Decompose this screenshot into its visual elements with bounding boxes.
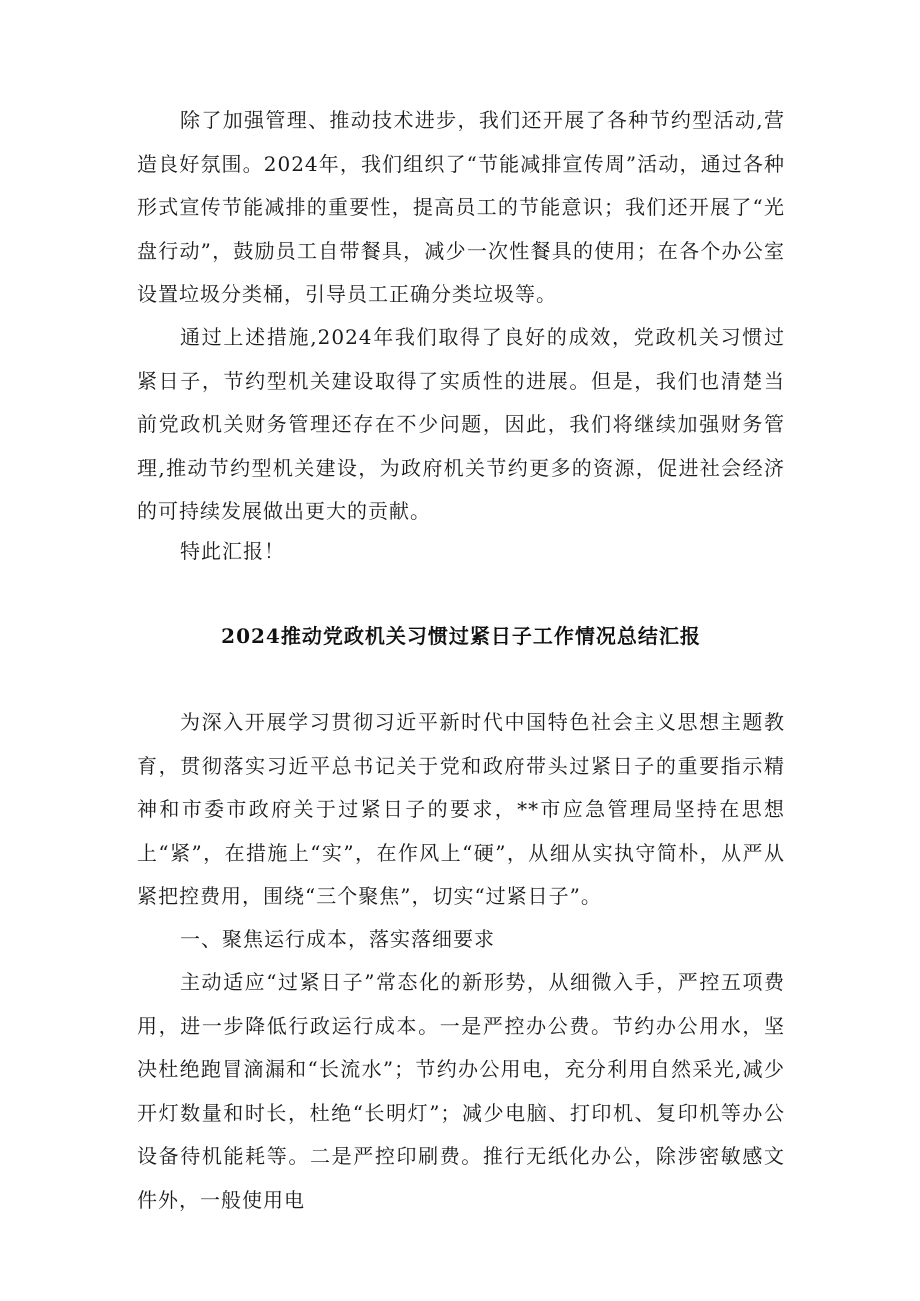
paragraph-activities: 除了加强管理、推动技术进步，我们还开展了各种节约型活动,营造良好氛围。2024年，我们组织了“节能减排宣传周”活动，通过各种形式宣传节能减排的重要性，提高员工的节能意识；我们还开展了“光盘行动”，鼓励员工自带餐具，减少一次性餐具的使用；在各个办公室设置垃圾分类桶，引导员工正确分类垃圾等。: [137, 108, 785, 306]
paragraph-results: 通过上述措施,2024年我们取得了良好的成效，党政机关习惯过紧日子，节约型机关建设取得了实质性的进展。但是，我们也清楚当前党政机关财务管理还存在不少问题，因此，我们将继续加强财务管理,推动节约型机关建设，为政府机关节约更多的资源，促进社会经济的可持续发展做出更大的贡献。: [137, 325, 785, 523]
paragraph-intro: 为深入开展学习贯彻习近平新时代中国特色社会主义思想主题教育，贯彻落实习近平总书记关于党和政府带头过紧日子的重要指示精神和市委市政府关于过紧日子的要求，**市应急管理局坚持在思想上“紧”，在措施上“实”，在作风上“硬”，从细从实执守简朴，从严从紧把控费用，围绕“三个聚焦”，切实“过紧日子”。: [137, 710, 785, 908]
document-title: 2024推动党政机关习惯过紧日子工作情况总结汇报: [221, 624, 701, 648]
section-heading: 一、聚焦运行成本，落实落细要求: [180, 927, 495, 951]
paragraph-closing: 特此汇报！: [180, 539, 285, 563]
paragraph-section-body: 主动适应“过紧日子”常态化的新形势，从细微入手，严控五项费用，进一步降低行政运行成本。一是严控办公费。节约办公用水，坚决杜绝跑冒滴漏和“长流水”；节约办公用电，充分利用自然采光,减少开灯数量和时长，杜绝“长明灯”；减少电脑、打印机、复印机等办公设备待机能耗等。二是严控印刷费。推行无纸化办公，除涉密敏感文件外，一般使用电: [137, 970, 785, 1212]
